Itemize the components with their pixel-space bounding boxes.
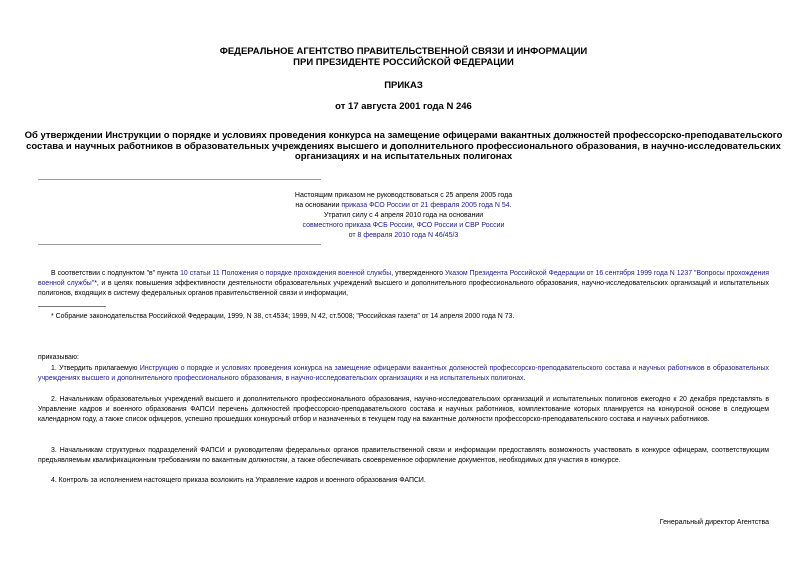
order-item-4: 4. Контроль за исполнением настоящего приказа возложить на Управление кадров и военного образования ФАПСИ. (51, 477, 426, 484)
divider-bottom (38, 244, 321, 245)
intro-paragraph: В соответствии с подпунктом "в" пункта 10 статьи 11 Положения о порядке прохождения военной службы, утвержденного Указом Президента Российской Федерации от 16 сентября 1999 года N 1237 "Вопросы прохождения военной службы"*, и в целях повышения эффективности деятельности образовательных учреждений высшего и дополнительного профессионального образования, научно-исследовательских организаций и испытательных полигонов, входящих в систему федеральных органов правительственной связи и информации, (38, 270, 769, 297)
document-title: Об утверждении Инструкции о порядке и условиях проведения конкурса на замещение офицерами вакантных должностей профессорско-преподавательского состава и научных работников в образовательных учреждениях высшего и дополнительного профессионального образования, в научно-исследовательских организациях и на испытательных полигонах (24, 130, 783, 163)
footnote-divider (38, 306, 106, 307)
status-note-line3: Утратил силу с 4 апреля 2010 года на основании (323, 212, 484, 219)
status-note-line2: на основании приказа ФСО России от 21 февраля 2005 года N 54. (295, 202, 512, 209)
order-item-1: 1. Утвердить прилагаемую Инструкцию о порядке и условиях проведения конкурса на замещение офицерами вакантных должностей профессорско-преподавательского состава и научных работников в образовательных учреждениях высшего и дополнительного профессионального образования, в научно-исследовательских организациях и на испытательных полигонах. (38, 365, 769, 382)
order-word: приказываю: (38, 354, 79, 361)
status-note (200, 191, 607, 241)
link-instruction[interactable]: Инструкцию о порядке и условиях проведения конкурса на замещение офицерами вакантных должностей профессорско-преподавательского состава и научных работников в образовательных учреждениях высшего и дополнительного профессионального образования, в научно-исследовательских организациях и на испытательных полигонах (38, 365, 769, 382)
order-item-2: 2. Начальникам образовательных учреждений высшего и дополнительного профессионального образования, научно-исследовательских организаций и испытательных полигонов ежегодно к 20 декабря представлять в Управление кадров и военного образования ФАПСИ перечень должностей профессорско-преподавательского состава и научных работников, комплектование которых планируется на конкурсной основе в следующем календарном году, а также список офицеров, успешно прошедших конкурсный отбор и назначенных в текущем году на вакантные должности профессорско-преподавательского состава и научных работников. (38, 396, 769, 423)
link-presidential-decree[interactable]: Указом Президента Российской Федерации от 16 сентября 1999 года N 1237 "Вопросы прохождения военной службы" (38, 270, 769, 287)
agency-name-line2: ПРИ ПРЕЗИДЕНТЕ РОССИЙСКОЙ ФЕДЕРАЦИИ (293, 57, 514, 68)
signature: Генеральный директор Агентства (659, 519, 769, 526)
document-type: ПРИКАЗ (384, 80, 423, 91)
link-joint-order[interactable]: совместного приказа ФСБ России, ФСО России и СВР России (302, 222, 505, 229)
link-joint-order-date[interactable]: от 8 февраля 2010 года N 46/45/3 (348, 232, 459, 239)
link-fso-order[interactable]: приказа ФСО России от 21 февраля 2005 года N 54 (341, 202, 510, 209)
document-date: от 17 августа 2001 года N 246 (335, 101, 472, 112)
status-note-line1: Настоящим приказом не руководствоваться с 25 апреля 2005 года (294, 192, 513, 199)
footnote: * Собрание законодательства Российской Федерации, 1999, N 38, ст.4534; 1999, N 42, ст.5008; "Российская газета" от 14 апреля 2000 года N 73. (51, 313, 515, 320)
agency-name-line1: ФЕДЕРАЛЬНОЕ АГЕНТСТВО ПРАВИТЕЛЬСТВЕННОЙ СВЯЗИ И ИНФОРМАЦИИ (219, 46, 588, 57)
link-regulation-article[interactable]: 10 статьи 11 Положения о порядке прохождения военной службы (180, 270, 392, 277)
order-item-3: 3. Начальникам структурных подразделений ФАПСИ и руководителям федеральных органов правительственной связи и информации предоставлять возможность участвовать в конкурсе офицерам, соответствующим предъявляемым квалификационным требованиям по вакантным должностям, а также обеспечивать своевременное оформление документов, необходимых для участия в конкурсе. (38, 447, 769, 464)
agency-name (0, 46, 807, 68)
divider-top (38, 179, 321, 180)
